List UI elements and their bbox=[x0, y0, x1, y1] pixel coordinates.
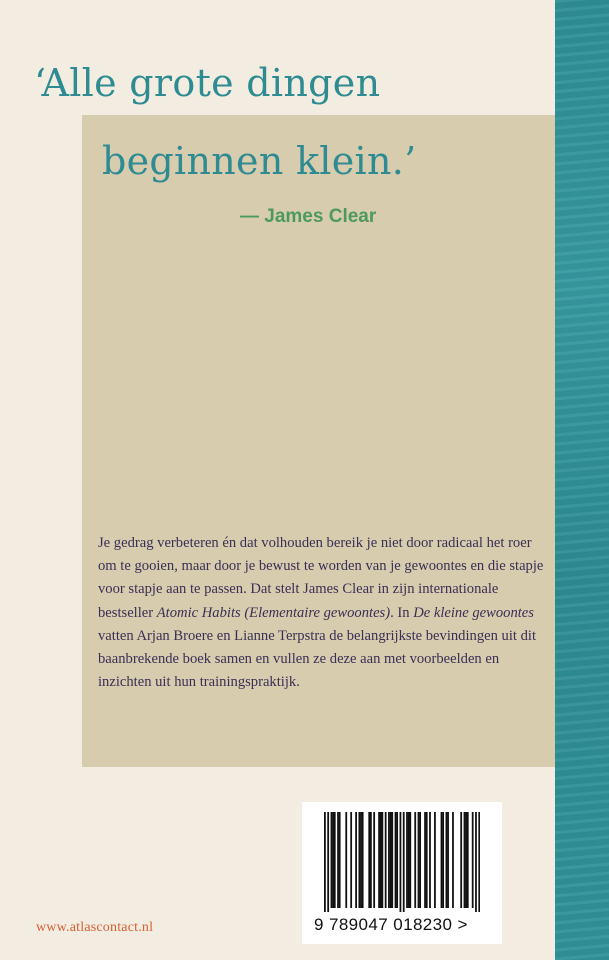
barcode-bar bbox=[358, 812, 360, 908]
barcode-bar bbox=[360, 812, 362, 908]
barcode-bar bbox=[355, 812, 357, 908]
barcode-bar bbox=[388, 812, 390, 908]
barcode-bars bbox=[324, 812, 480, 912]
barcode-bar bbox=[441, 812, 443, 908]
barcode-bar bbox=[460, 812, 462, 908]
barcode-bar bbox=[472, 812, 474, 908]
barcode-bar bbox=[419, 812, 421, 908]
barcode-bar bbox=[434, 812, 436, 908]
barcode-bar bbox=[475, 812, 477, 912]
book-title-atomic-habits: Atomic Habits (Elementaire gewoontes) bbox=[156, 604, 391, 621]
barcode-bar bbox=[385, 812, 387, 908]
barcode-bar bbox=[391, 812, 393, 908]
description-part-1: Je gedrag verbeteren én dat volhouden bereik je niet door radicaal het roer om te gooien, maar door je bewust te worden van je gewoontes en die stapje voor stapje aan te passen. Dat stelt James Clear in zijn internationale bestseller bbox=[98, 535, 544, 621]
barcode-bar bbox=[345, 812, 347, 908]
barcode-bar bbox=[452, 812, 454, 908]
barcode-bar bbox=[339, 812, 341, 908]
cover-quote bbox=[34, 44, 417, 200]
barcode-bar bbox=[478, 812, 480, 912]
barcode-bar bbox=[396, 812, 398, 908]
book-description bbox=[98, 532, 548, 694]
barcode-bar bbox=[337, 812, 339, 908]
barcode-bar bbox=[403, 812, 405, 912]
barcode-bar bbox=[426, 812, 428, 908]
barcode-bar bbox=[446, 812, 448, 908]
barcode-bar bbox=[400, 812, 402, 912]
book-spine bbox=[555, 0, 609, 960]
barcode-bar bbox=[390, 812, 392, 908]
quote-line-1: ‘Alle grote dingen bbox=[34, 61, 381, 105]
barcode-bar bbox=[424, 812, 426, 908]
barcode-bar bbox=[447, 812, 449, 908]
barcode-bar bbox=[381, 812, 383, 908]
description-part-3: vatten Arjan Broere en Lianne Terpstra de belangrijkste bevindingen uit dit baanbrekende boek samen en vullen ze deze aan met voorbeelden en inzichten uit hun trainingspraktijk. bbox=[98, 627, 537, 691]
barcode-bar bbox=[350, 812, 352, 908]
description-part-2: . In bbox=[390, 604, 414, 621]
barcode-bar bbox=[373, 812, 375, 908]
barcode-bar bbox=[332, 812, 334, 908]
barcode-bar bbox=[324, 812, 326, 912]
barcode-bar bbox=[408, 812, 410, 908]
barcode-bar bbox=[334, 812, 336, 908]
publisher-website-link[interactable]: www.atlascontact.nl bbox=[36, 920, 154, 935]
barcode-bar bbox=[370, 812, 372, 908]
barcode-bar bbox=[380, 812, 382, 908]
barcode-bar bbox=[429, 812, 431, 908]
quote-line-2: beginnen klein.’ bbox=[102, 139, 417, 183]
barcode-bar bbox=[368, 812, 370, 908]
barcode-bar bbox=[418, 812, 420, 908]
quote-attribution: — James Clear bbox=[240, 206, 377, 227]
barcode-bar bbox=[414, 812, 416, 908]
barcode-bar bbox=[467, 812, 469, 908]
barcode-bar bbox=[464, 812, 466, 908]
barcode-bar bbox=[378, 812, 380, 908]
isbn-number: 9 789047 018230 > bbox=[314, 915, 468, 934]
isbn-barcode bbox=[302, 802, 502, 944]
barcode-bar bbox=[327, 812, 329, 912]
barcode-bar bbox=[406, 812, 408, 908]
barcode-bar bbox=[362, 812, 364, 908]
barcode-bar bbox=[395, 812, 397, 908]
book-title-de-kleine-gewoontes: De kleine gewoontes bbox=[413, 604, 534, 621]
barcode-bar bbox=[331, 812, 333, 908]
barcode-bar bbox=[442, 812, 444, 908]
barcode-bar bbox=[409, 812, 411, 908]
barcode-bar bbox=[465, 812, 467, 908]
